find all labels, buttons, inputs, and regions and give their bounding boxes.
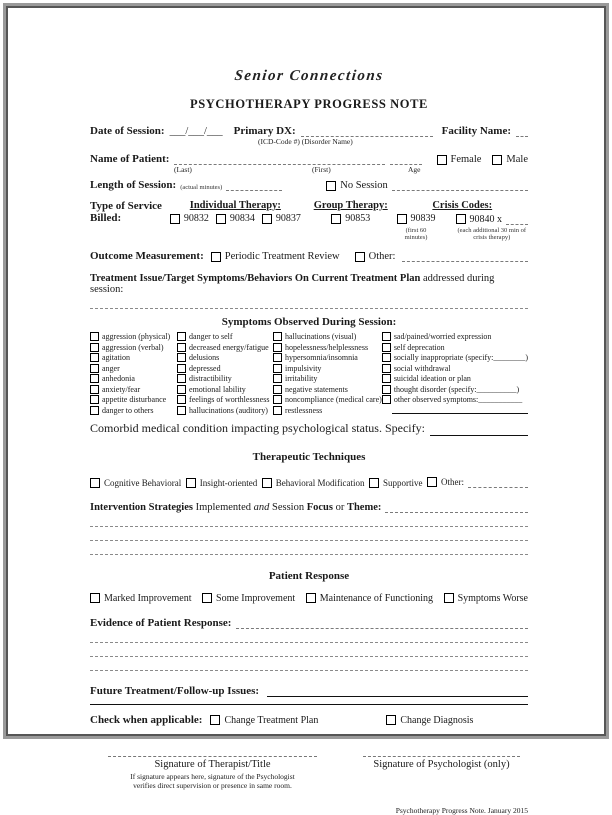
- document-footer: Psychotherapy Progress Note. January 2015: [395, 805, 528, 815]
- facility-name-field[interactable]: [516, 125, 528, 137]
- symptom-label: noncompliance (medical care): [284, 395, 382, 404]
- symptom-label: anxiety/fear: [102, 384, 141, 394]
- symptom-label: aggression (verbal): [102, 342, 164, 352]
- psychologist-signature-field[interactable]: [363, 746, 520, 757]
- length-field[interactable]: [226, 179, 282, 191]
- code-90853-label: 90853: [345, 213, 371, 224]
- type-of-service-label-1: Type of Service: [90, 200, 162, 212]
- symptom-item[interactable]: [177, 385, 273, 394]
- symptom-label: restlessness: [284, 405, 323, 415]
- code-90837-option[interactable]: [262, 213, 301, 224]
- response-some-checkbox[interactable]: [202, 593, 212, 603]
- symptom-label: aggression (physical): [102, 332, 171, 341]
- symptom-label: depressed: [189, 363, 221, 373]
- technique-behavioral-option[interactable]: [262, 478, 365, 488]
- symptom-checkbox[interactable]: [273, 385, 282, 394]
- symptom-label: other observed symptoms:___________: [393, 395, 523, 404]
- response-label: Symptoms Worse: [457, 592, 528, 604]
- comorbid-specify-field[interactable]: [430, 424, 528, 436]
- code-90840-multiplier-field[interactable]: [506, 213, 528, 225]
- response-label: Maintenance of Functioning: [319, 592, 434, 604]
- check-when-applicable-label: Check when applicable:: [90, 713, 203, 726]
- technique-label: Behavioral Modification: [275, 477, 365, 488]
- symptom-checkbox[interactable]: [90, 395, 99, 404]
- change-diagnosis-option[interactable]: [386, 715, 473, 726]
- symptom-checkbox[interactable]: [382, 343, 391, 352]
- symptom-item[interactable]: [90, 364, 177, 373]
- symptom-item[interactable]: [177, 332, 273, 341]
- symptom-checkbox[interactable]: [273, 406, 282, 415]
- primary-dx-label: Primary DX:: [233, 125, 296, 137]
- technique-other-field[interactable]: [468, 476, 528, 488]
- symptom-item[interactable]: [273, 385, 382, 394]
- primary-dx-field[interactable]: [301, 125, 433, 137]
- female-checkbox[interactable]: [437, 155, 447, 165]
- symptom-checkbox[interactable]: [177, 395, 186, 404]
- code-90853-option[interactable]: [331, 213, 370, 224]
- type-of-service-label-2: Billed:: [90, 212, 122, 224]
- change-treatment-plan-label: Change Treatment Plan: [224, 714, 319, 726]
- symptom-item[interactable]: [273, 332, 382, 341]
- code-90834-checkbox[interactable]: [216, 214, 226, 224]
- symptom-item[interactable]: [382, 395, 528, 404]
- symptom-label: sad/pained/worried expression: [393, 332, 492, 341]
- intervention-strategies-label: Intervention Strategies Implemented and Session Focus or Theme:: [90, 501, 382, 513]
- response-marked-option[interactable]: [90, 593, 191, 604]
- code-90840-checkbox[interactable]: [456, 214, 466, 224]
- outcome-other-checkbox[interactable]: [355, 252, 365, 262]
- periodic-review-option[interactable]: [211, 251, 340, 262]
- symptom-item[interactable]: [90, 353, 177, 362]
- treatment-issue-field[interactable]: [90, 295, 528, 309]
- symptom-checkbox[interactable]: [90, 332, 99, 341]
- code-90837-checkbox[interactable]: [262, 214, 272, 224]
- intervention-field-line-3[interactable]: [90, 527, 528, 541]
- symptom-checkbox[interactable]: [177, 332, 186, 341]
- female-label: Female: [450, 154, 482, 165]
- symptom-item[interactable]: [273, 374, 382, 383]
- crisis-codes-header: Crisis Codes:: [432, 200, 493, 211]
- code-90840-option[interactable]: [456, 213, 529, 225]
- male-label: Male: [506, 154, 528, 165]
- symptom-checkbox[interactable]: [382, 385, 391, 394]
- change-diagnosis-label: Change Diagnosis: [400, 714, 474, 726]
- icd-disorder-sub-label: (ICD-Code #) (Disorder Name): [258, 137, 353, 146]
- no-session-checkbox[interactable]: [326, 181, 336, 191]
- change-treatment-plan-option[interactable]: [210, 715, 318, 726]
- symptom-label: decreased energy/fatigue: [189, 342, 269, 352]
- intervention-field-line-1[interactable]: [385, 501, 528, 513]
- symptom-label: thought disorder (specify:__________): [393, 384, 520, 394]
- code-90834-label: 90834: [229, 213, 255, 224]
- response-some-option[interactable]: [202, 593, 295, 604]
- outcome-measurement-label: Outcome Measurement:: [90, 250, 204, 262]
- symptom-label: socially inappropriate (specify:________): [393, 353, 528, 362]
- symptom-checkbox[interactable]: [382, 374, 391, 383]
- date-of-session-label: Date of Session:: [90, 125, 165, 137]
- symptom-label: social withdrawal: [393, 363, 451, 373]
- change-treatment-plan-checkbox[interactable]: [210, 715, 220, 725]
- symptom-label: hypersomnia/insomnia: [284, 353, 358, 362]
- intervention-field-line-4[interactable]: [90, 541, 528, 555]
- symptom-checkbox[interactable]: [382, 353, 391, 362]
- last-sub-label: (Last): [174, 165, 192, 174]
- technique-cognitive-option[interactable]: [90, 478, 181, 488]
- group-therapy-header: Group Therapy:: [313, 200, 388, 211]
- symptom-item[interactable]: [382, 353, 528, 362]
- actual-minutes-sub-label: (actual minutes): [180, 184, 223, 191]
- page-border-inner: [6, 6, 606, 815]
- page-border-outer: [3, 3, 609, 815]
- evidence-field-line-4[interactable]: [90, 657, 528, 671]
- response-marked-checkbox[interactable]: [90, 593, 100, 603]
- date-blank[interactable]: ___/___/___: [169, 126, 223, 137]
- symptom-item[interactable]: [273, 364, 382, 373]
- symptom-label: irritability: [284, 374, 318, 383]
- outcome-other-option[interactable]: [355, 251, 396, 262]
- age-field[interactable]: [390, 153, 422, 165]
- code-90853-checkbox[interactable]: [331, 214, 341, 224]
- patient-name-label: Name of Patient:: [90, 153, 170, 165]
- technique-label: Other:: [440, 476, 464, 487]
- crisis-90840-sub-label: (each additional 30 min of crisis therapy): [457, 227, 527, 241]
- symptom-checkbox[interactable]: [382, 395, 391, 404]
- symptom-checkbox[interactable]: [273, 343, 282, 352]
- symptom-label: hallucinations (auditory): [189, 405, 268, 415]
- brand-logo-text: Senior Connections: [233, 68, 385, 84]
- crisis-90839-sub-label: (first 60 minutes): [404, 226, 428, 241]
- symptoms-section-title: Symptoms Observed During Session:: [221, 316, 397, 328]
- symptom-checkbox[interactable]: [382, 364, 391, 373]
- symptom-item[interactable]: [177, 406, 273, 415]
- symptom-checkbox[interactable]: [273, 395, 282, 404]
- symptom-item[interactable]: [382, 343, 528, 352]
- section-divider: [90, 704, 528, 705]
- outcome-other-label: Other:: [368, 251, 396, 262]
- periodic-review-label: Periodic Treatment Review: [224, 251, 340, 262]
- symptom-label: distractibility: [189, 374, 232, 383]
- page-title: PSYCHOTHERAPY PROGRESS NOTE: [190, 97, 428, 111]
- symptom-checkbox[interactable]: [273, 353, 282, 362]
- technique-cognitive-checkbox[interactable]: [90, 478, 100, 488]
- response-label: Some Improvement: [216, 592, 296, 604]
- symptom-checkbox[interactable]: [177, 406, 186, 415]
- symptom-label: appetite disturbance: [102, 395, 167, 404]
- symptom-checkbox[interactable]: [177, 385, 186, 394]
- patient-response-title: Patient Response: [268, 569, 350, 582]
- technique-label: Cognitive Behavioral: [104, 477, 182, 488]
- symptom-label: self deprecation: [393, 342, 445, 352]
- code-90834-option[interactable]: [216, 213, 255, 224]
- symptom-item[interactable]: [90, 374, 177, 383]
- code-90837-label: 90837: [275, 213, 301, 224]
- response-label: Marked Improvement: [104, 592, 192, 604]
- length-of-session-label: Length of Session:: [90, 179, 177, 191]
- male-checkbox[interactable]: [492, 155, 502, 165]
- treatment-issue-rest: addressed during session:: [90, 273, 495, 295]
- technique-behavioral-checkbox[interactable]: [262, 478, 272, 488]
- technique-label: Insight-oriented: [199, 477, 258, 488]
- response-maintenance-checkbox[interactable]: [306, 593, 316, 603]
- no-session-label: No Session: [340, 180, 388, 191]
- symptom-item[interactable]: [177, 374, 273, 383]
- symptom-label: hopelessness/helplessness: [284, 342, 369, 352]
- code-90840-label: 90840 x: [469, 213, 502, 225]
- symptom-label: impulsivity: [284, 363, 322, 373]
- code-90832-checkbox[interactable]: [170, 214, 180, 224]
- response-maintenance-option[interactable]: [306, 593, 433, 604]
- symptom-item[interactable]: [90, 395, 177, 404]
- intervention-field-line-2[interactable]: [90, 513, 528, 527]
- response-worse-checkbox[interactable]: [444, 593, 454, 603]
- therapist-signature-field[interactable]: [108, 746, 317, 757]
- symptom-checkbox[interactable]: [177, 374, 186, 383]
- change-diagnosis-checkbox[interactable]: [386, 715, 396, 725]
- symptom-item[interactable]: [90, 332, 177, 341]
- evidence-field-line-2[interactable]: [90, 629, 528, 643]
- other-symptoms-extra-field[interactable]: [392, 406, 528, 414]
- symptom-checkbox[interactable]: [177, 343, 186, 352]
- code-90839-option[interactable]: [397, 213, 436, 224]
- symptom-checkbox[interactable]: [90, 385, 99, 394]
- therapeutic-techniques-title: Therapeutic Techniques: [252, 450, 366, 463]
- symptom-label: danger to self: [189, 332, 233, 341]
- symptom-item[interactable]: [273, 353, 382, 362]
- symptom-label: anger: [102, 363, 120, 373]
- technique-insight-checkbox[interactable]: [186, 478, 196, 488]
- no-session-field[interactable]: [392, 179, 528, 191]
- technique-insight-option[interactable]: [186, 478, 258, 488]
- psychologist-signature-label: Signature of Psychologist (only): [373, 758, 510, 770]
- symptom-item[interactable]: [177, 364, 273, 373]
- symptom-item[interactable]: [273, 395, 382, 404]
- symptom-item[interactable]: [90, 406, 177, 415]
- symptom-label: negative statements: [284, 384, 348, 394]
- symptom-checkbox[interactable]: [90, 406, 99, 415]
- symptom-label: suicidal ideation or plan: [393, 374, 471, 383]
- code-90832-option[interactable]: [170, 213, 209, 224]
- code-90832-label: 90832: [183, 213, 209, 224]
- symptom-label: agitation: [102, 353, 130, 362]
- individual-therapy-header: Individual Therapy:: [189, 200, 281, 211]
- evidence-label: Evidence of Patient Response:: [90, 616, 232, 629]
- technique-label: Supportive: [382, 477, 423, 488]
- technique-other-option[interactable]: [427, 476, 528, 488]
- response-worse-option[interactable]: [444, 593, 528, 604]
- symptom-checkbox[interactable]: [382, 332, 391, 341]
- therapist-signature-note: If signature appears here, signature of the Psychologist verifies direct supervision or presence in same room.: [130, 771, 295, 790]
- symptom-checkbox[interactable]: [177, 353, 186, 362]
- technique-other-checkbox[interactable]: [427, 477, 437, 487]
- symptom-item[interactable]: [177, 353, 273, 362]
- comorbid-label: Comorbid medical condition impacting psychological status. Specify:: [90, 420, 425, 435]
- symptom-checkbox[interactable]: [90, 374, 99, 383]
- periodic-review-checkbox[interactable]: [211, 252, 221, 262]
- male-option[interactable]: [492, 154, 528, 165]
- symptom-checkbox[interactable]: [273, 364, 282, 373]
- patient-name-field[interactable]: [174, 153, 384, 165]
- outcome-other-field[interactable]: [402, 250, 528, 262]
- symptom-item[interactable]: [273, 343, 382, 352]
- symptom-item[interactable]: [382, 364, 528, 373]
- symptom-label: emotional lability: [189, 384, 246, 394]
- symptom-item[interactable]: [382, 385, 528, 394]
- symptom-checkbox[interactable]: [177, 364, 186, 373]
- symptom-item[interactable]: [273, 406, 382, 415]
- treatment-issue-label: Treatment Issue/Target Symptoms/Behaviors On Current Treatment Plan: [90, 273, 421, 284]
- future-treatment-label: Future Treatment/Follow-up Issues:: [90, 684, 260, 697]
- symptom-item[interactable]: [90, 343, 177, 352]
- code-90839-checkbox[interactable]: [397, 214, 407, 224]
- symptom-item[interactable]: [90, 385, 177, 394]
- technique-supportive-option[interactable]: [369, 478, 423, 488]
- therapist-signature-label: Signature of Therapist/Title: [154, 758, 271, 770]
- symptom-checkbox[interactable]: [90, 353, 99, 362]
- evidence-field-line-3[interactable]: [90, 643, 528, 657]
- symptom-label: feelings of worthlessness: [189, 395, 270, 404]
- symptom-label: delusions: [189, 353, 220, 362]
- future-treatment-field[interactable]: [267, 685, 528, 697]
- female-option[interactable]: [437, 154, 482, 165]
- no-session-option[interactable]: [326, 180, 388, 191]
- facility-name-label: Facility Name:: [441, 125, 512, 137]
- evidence-field-line-1[interactable]: [236, 617, 528, 629]
- symptom-item[interactable]: [382, 332, 528, 341]
- symptom-checkbox[interactable]: [90, 343, 99, 352]
- symptom-checkbox[interactable]: [90, 364, 99, 373]
- symptom-item[interactable]: [382, 374, 528, 383]
- code-90839-label: 90839: [410, 213, 436, 224]
- technique-supportive-checkbox[interactable]: [369, 478, 379, 488]
- age-sub-label: Age: [408, 165, 421, 174]
- symptom-item[interactable]: [177, 395, 273, 404]
- symptom-checkbox[interactable]: [273, 332, 282, 341]
- symptom-item[interactable]: [177, 343, 273, 352]
- symptom-label: danger to others: [102, 405, 154, 415]
- symptom-label: hallucinations (visual): [284, 332, 357, 341]
- first-sub-label: (First): [312, 165, 331, 174]
- symptom-label: anhedonia: [102, 374, 135, 383]
- symptom-checkbox[interactable]: [273, 374, 282, 383]
